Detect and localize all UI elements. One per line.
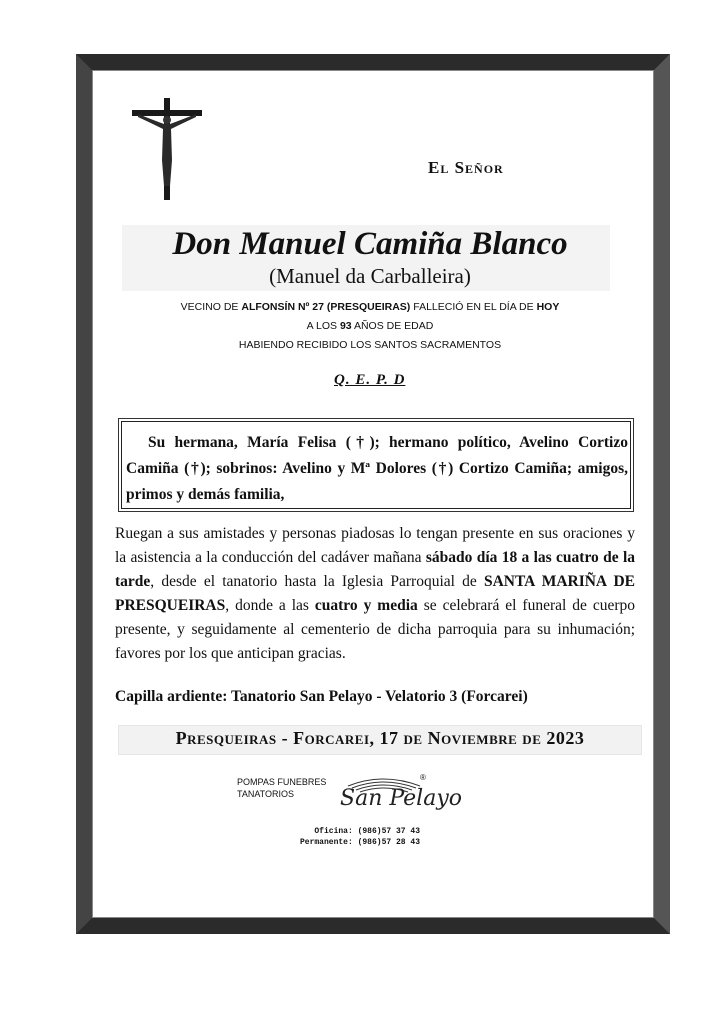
heading: El Señor	[428, 158, 504, 177]
funeral-home-label: POMPAS FUNEBRES TANATORIOS	[237, 777, 327, 799]
crucifix-icon	[128, 98, 206, 200]
deceased-name: Don Manuel Camiña Blanco	[172, 226, 568, 262]
body-text: Ruegan a sus amistades y personas piadosas lo tengan presente en sus oraciones y la asistencia a la conducción del cadáver mañana sábado día 18 a las cuatro de la tarde, desde el tanatorio hasta la Iglesia Parroquial de SANTA MARIÑA DE PRESQUEIRAS, donde a las cuatro y media se celebrará el funeral de cuerpo presente, y seguidamente al cementerio de dicha parroquia para su inhumación; favores por los que anticipan gracias.	[115, 525, 636, 662]
family-box	[118, 418, 634, 512]
deceased-alias: (Manuel da Carballeira)	[269, 264, 471, 288]
qepd: Q. E. P. D	[334, 372, 406, 388]
date-line: Presqueiras - Forcarei, 17 de Noviembre de 2023	[175, 728, 585, 748]
registered-mark: ®	[420, 773, 426, 782]
phone-numbers: Oficina: (986)57 37 43 Permanente: (986)57 28 43	[299, 827, 420, 847]
info-line-sacraments: HABIENDO RECIBIDO LOS SANTOS SACRAMENTOS	[238, 339, 502, 351]
san-pelayo-logo-text: San Pelayo	[340, 786, 463, 811]
info-line-residence: VECINO DE ALFONSÍN Nº 27 (PRESQUEIRAS) FALLECIÓ EN EL DÍA DE HOY	[180, 301, 560, 313]
family-text: Su hermana, María Felisa (†); hermano político, Avelino Cortizo Camiña (†); sobrinos: Avelino y Mª Dolores (†) Cortizo Camiña; amigos, primos y demás familia,	[121, 421, 631, 509]
info-line-age: A LOS 93 AÑOS DE EDAD	[306, 320, 434, 332]
capilla-ardiente: Capilla ardiente: Tanatorio San Pelayo - Velatorio 3 (Forcarei)	[115, 688, 528, 705]
